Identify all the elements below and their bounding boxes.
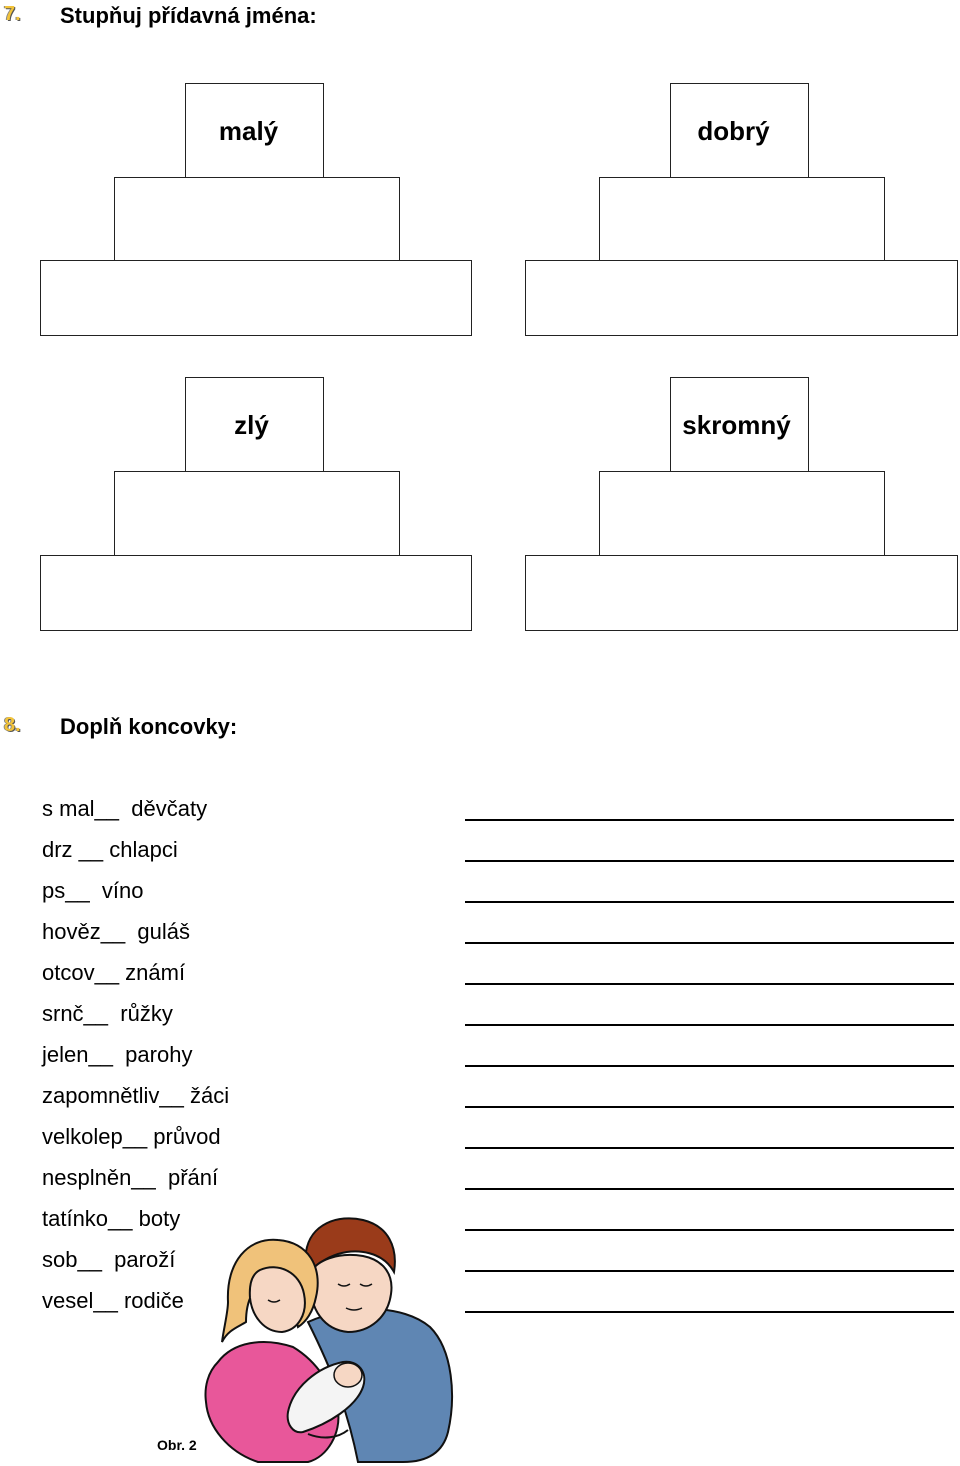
phrase-item: nesplněn__ přání (42, 1165, 219, 1190)
phrase-item: drz __ chlapci (42, 837, 178, 862)
answer-line[interactable] (465, 1311, 954, 1313)
answer-line[interactable] (465, 1188, 954, 1190)
phrase-item: zapomnětliv__ žáci (42, 1083, 230, 1108)
answer-line[interactable] (465, 1106, 954, 1108)
phrase-item: otcov__ známí (42, 960, 186, 985)
phrase-item: vesel__ rodiče (42, 1288, 184, 1313)
phrase-item: srnč__ růžky (42, 1001, 173, 1026)
answer-line[interactable] (465, 1229, 954, 1231)
answer-line[interactable] (465, 901, 954, 903)
phrase-item: tatínko__ boty (42, 1206, 181, 1231)
pyramid-middle-box[interactable] (599, 471, 885, 557)
answer-line[interactable] (465, 860, 954, 862)
task-7-number: 7. (4, 3, 21, 25)
pyramid-bottom-box[interactable] (525, 260, 958, 336)
pyramid-bottom-box[interactable] (40, 555, 472, 631)
pyramid-word: dobrý (697, 115, 770, 146)
phrase-item: s mal__ děvčaty (42, 796, 208, 821)
answer-line[interactable] (465, 1024, 954, 1026)
pyramid-word: malý (218, 115, 279, 146)
answer-line[interactable] (465, 1065, 954, 1067)
phrase-item: hověz__ guláš (42, 919, 190, 944)
family-illustration-icon (198, 1212, 460, 1464)
answer-line[interactable] (465, 1270, 954, 1272)
answer-line[interactable] (465, 942, 954, 944)
phrase-item: ps__ víno (42, 878, 144, 903)
phrase-item: jelen__ parohy (42, 1042, 193, 1067)
pyramid-middle-box[interactable] (114, 177, 400, 262)
pyramid-word: zlý (234, 409, 269, 440)
pyramid-bottom-box[interactable] (525, 555, 958, 631)
answer-line[interactable] (465, 983, 954, 985)
answer-line[interactable] (465, 1147, 954, 1149)
task-8-number: 8. (4, 714, 21, 736)
pyramid-bottom-box[interactable] (40, 260, 472, 336)
task-8-heading: Doplň koncovky: (60, 714, 238, 739)
illustration-caption: Obr. 2 (157, 1437, 197, 1453)
phrase-item: velkolep__ průvod (42, 1124, 221, 1149)
pyramid-word: skromný (682, 409, 791, 440)
answer-line[interactable] (465, 819, 954, 821)
task-7-heading: Stupňuj přídavná jména: (60, 3, 317, 28)
pyramid-middle-box[interactable] (599, 177, 885, 262)
pyramid-middle-box[interactable] (114, 471, 400, 557)
phrase-item: sob__ paroží (42, 1247, 176, 1272)
